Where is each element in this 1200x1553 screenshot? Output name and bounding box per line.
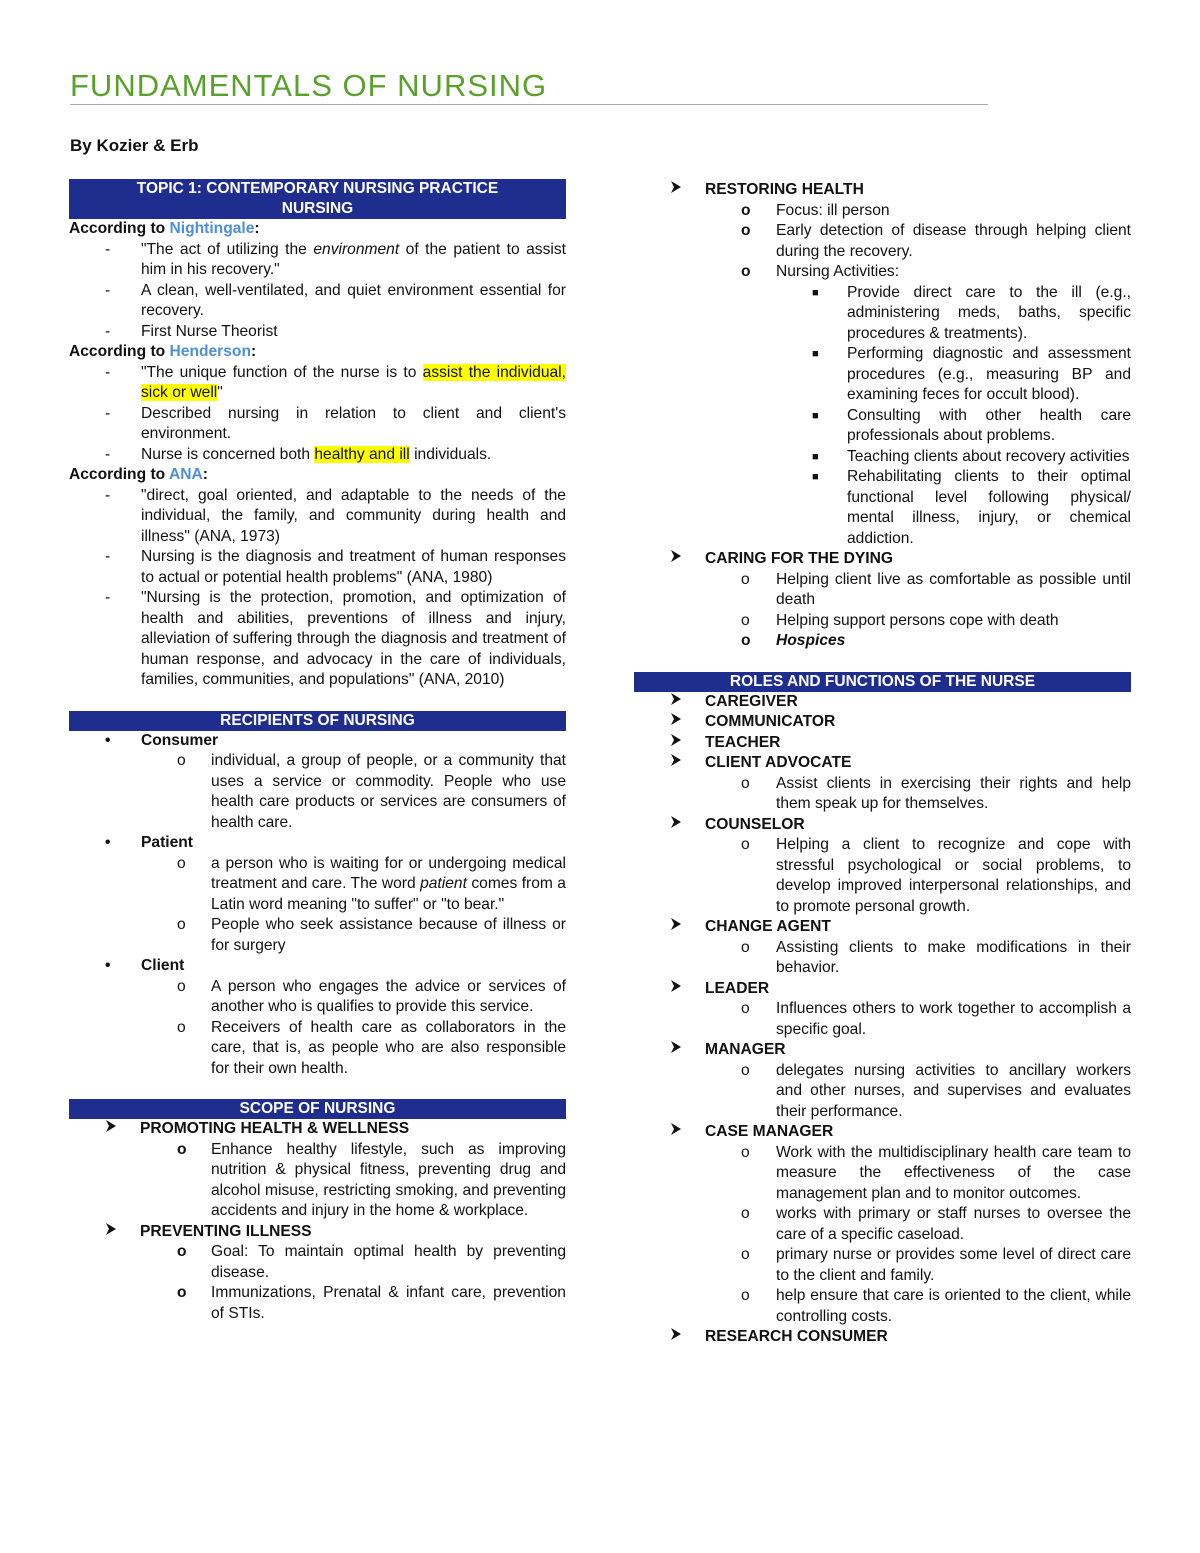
text: Helping client live as comfortable as possible until death — [776, 570, 1131, 608]
circle-marker: o — [741, 222, 751, 239]
list-item — [69, 404, 566, 445]
list-item — [69, 1222, 566, 1243]
title-underline — [70, 104, 988, 105]
term: COMMUNICATOR — [705, 713, 836, 730]
text: "The act of utilizing the — [141, 240, 307, 258]
list-item — [634, 979, 1131, 1000]
section-header-roles: ROLES AND FUNCTIONS OF THE NURSE — [634, 672, 1131, 692]
text: Assisting clients to make modifications in their behavior. — [776, 938, 1131, 976]
text: Receivers of health care as collaborators in the care, that is, as people who are also responsible for their own health. — [211, 1018, 566, 1077]
list-item — [69, 547, 566, 588]
circle-marker: o — [177, 1140, 187, 1158]
term: PROMOTING HEALTH & WELLNESS — [140, 1120, 410, 1137]
list-item — [634, 262, 1131, 283]
square-marker: ■ — [812, 450, 819, 463]
circle-marker: o — [741, 836, 750, 853]
dash-marker: - — [105, 240, 111, 258]
text: A person who engages the advice or services of another who is qualifies to provide this service. — [211, 977, 566, 1015]
list-item — [69, 322, 566, 343]
list-item — [634, 999, 1131, 1040]
section-header-scope: SCOPE OF NURSING — [69, 1099, 566, 1119]
circle-marker: o — [741, 263, 751, 280]
list-item — [634, 611, 1131, 632]
list-item — [634, 815, 1131, 836]
dash-marker: - — [105, 486, 111, 504]
list-item — [634, 835, 1131, 917]
according-to-ana: According to ANA: — [69, 466, 208, 483]
circle-marker: o — [741, 1205, 750, 1222]
circle-marker: o — [177, 977, 186, 995]
byline: By Kozier & Erb — [70, 136, 199, 155]
text: Nursing is the diagnosis and treatment of human responses to actual or potential health problems" (ANA, 1980) — [141, 548, 566, 586]
header-line: TOPIC 1: CONTEMPORARY NURSING PRACTICE — [136, 180, 499, 197]
square-marker: ■ — [812, 471, 819, 483]
dash-marker: - — [105, 404, 111, 422]
text: A clean, well-ventilated, and quiet environment essential for recovery. — [141, 281, 566, 319]
list-item — [69, 1283, 566, 1324]
list-item — [69, 240, 566, 281]
text: " — [217, 384, 223, 401]
theorist-name: ANA — [168, 466, 203, 483]
text: Nursing Activities: — [776, 263, 900, 280]
bullet-marker: • — [105, 957, 111, 974]
chevron-right-icon — [670, 550, 681, 562]
text: Rehabilitating clients to their optimal functional level following physical/ mental illness, injury, or chemical addiction. — [847, 468, 1131, 547]
text: First Nurse Theorist — [141, 322, 278, 340]
list-item — [634, 917, 1131, 938]
text: environment — [313, 240, 400, 258]
text: "direct, goal oriented, and adaptable to the needs of the individual, the family, and community during health and illness" (ANA, 1973) — [141, 486, 566, 545]
list-item — [634, 733, 1131, 754]
list-item — [634, 283, 1131, 345]
dash-marker: - — [105, 589, 111, 606]
circle-marker: o — [741, 1143, 750, 1161]
list-item — [634, 549, 1131, 570]
list-item — [634, 1245, 1131, 1286]
chevron-right-icon — [670, 754, 681, 766]
according-label: According to — [69, 466, 166, 483]
term: PREVENTING ILLNESS — [140, 1222, 312, 1240]
dash-marker: - — [105, 445, 111, 463]
list-item — [69, 1140, 566, 1222]
list-item — [634, 180, 1131, 201]
text: individuals. — [414, 445, 492, 463]
list-item — [69, 1018, 566, 1080]
list-item — [69, 854, 566, 916]
circle-marker: o — [741, 1246, 750, 1263]
text: Goal: To maintain optimal health by preventing disease. — [211, 1243, 566, 1281]
chevron-right-icon — [670, 181, 681, 193]
list-item — [634, 1040, 1131, 1061]
list-item — [69, 588, 566, 691]
chevron-right-icon — [670, 693, 681, 705]
right-column — [634, 180, 1131, 1348]
text: Described nursing in relation to client and client's environment. — [141, 404, 566, 442]
left-column — [69, 179, 566, 1324]
list-item — [69, 486, 566, 548]
term: CARING FOR THE DYING — [705, 550, 893, 567]
according-to-henderson: According to Henderson: — [69, 343, 257, 360]
list-item — [634, 1061, 1131, 1123]
text: Enhance healthy lifestyle, such as improving nutrition & physical fitness, preventing drug and alcohol misuse, restricting smoking, and preventing accidents and injury in the home & workplace. — [211, 1140, 566, 1219]
list-item — [634, 344, 1131, 406]
bullet-marker: • — [105, 731, 111, 749]
term: Client — [141, 957, 185, 974]
chevron-right-icon — [105, 1120, 116, 1132]
text: Provide direct care to the ill (e.g., administering meds, baths, specific procedures & treatments). — [847, 283, 1131, 342]
list-item — [69, 956, 566, 977]
list-item — [69, 833, 566, 854]
list-item — [634, 1327, 1131, 1348]
text: Nurse is concerned both — [141, 445, 311, 463]
circle-marker: o — [741, 774, 750, 792]
dash-marker: - — [105, 548, 111, 565]
theorist-name: Henderson — [169, 343, 251, 360]
text: works with primary or staff nurses to oversee the care of a specific caseload. — [776, 1205, 1131, 1243]
circle-marker: o — [741, 632, 751, 649]
list-item — [634, 447, 1131, 468]
term: Consumer — [141, 731, 219, 749]
term: COUNSELOR — [705, 815, 805, 833]
dash-marker: - — [105, 363, 111, 381]
square-marker: ■ — [812, 348, 819, 360]
list-item — [69, 1119, 566, 1140]
list-item — [634, 692, 1131, 713]
circle-marker: o — [741, 938, 750, 956]
dash-marker: - — [105, 322, 111, 340]
according-label: According to — [69, 220, 166, 237]
text: primary nurse or provides some level of direct care to the client and family. — [776, 1246, 1131, 1284]
list-item — [69, 977, 566, 1018]
term: CAREGIVER — [705, 692, 798, 710]
term: LEADER — [705, 979, 770, 997]
list-item — [634, 938, 1131, 979]
list-item — [634, 1143, 1131, 1205]
text: "The unique function of the nurse is to — [141, 363, 417, 381]
text: help ensure that care is oriented to the client, while controlling costs. — [776, 1287, 1131, 1325]
term: CHANGE AGENT — [705, 918, 831, 935]
text: delegates nursing activities to ancillary workers and other nurses, and supervises and evaluates their performance. — [776, 1061, 1131, 1120]
list-item — [634, 570, 1131, 611]
list-item — [69, 751, 566, 833]
term: CLIENT ADVOCATE — [705, 754, 852, 771]
list-item — [69, 445, 566, 466]
list-item — [69, 363, 566, 404]
highlight-text: healthy and ill — [314, 445, 410, 463]
chevron-right-icon — [670, 816, 681, 828]
text: Performing diagnostic and assessment procedures (e.g., measuring BP and examining feces for occult blood). — [847, 345, 1131, 403]
text: Consulting with other health care professionals about problems. — [847, 406, 1131, 444]
theorist-name: Nightingale — [169, 220, 255, 237]
circle-marker: o — [177, 1284, 187, 1301]
text: Teaching clients about recovery activities — [847, 447, 1130, 465]
text: Work with the multidisciplinary health care team to measure the effectiveness of the case management plan and to monitor outcomes. — [776, 1143, 1131, 1202]
list-item — [634, 1286, 1131, 1327]
dash-marker: - — [105, 281, 111, 299]
square-marker: ■ — [812, 409, 819, 422]
list-item — [69, 281, 566, 322]
list-item — [634, 467, 1131, 549]
term: RESTORING HEALTH — [705, 181, 864, 198]
bullet-marker: • — [105, 834, 111, 851]
circle-marker: o — [741, 1061, 750, 1079]
text: patient — [420, 875, 467, 892]
text: comes from a Latin word meaning "to suffer" or "to bear." — [211, 875, 566, 913]
text: "Nursing is the protection, promotion, and optimization of health and abilities, preventions of illness and injury, alleviation of suffering through the diagnosis and treatment of human response, and advocacy in the care of individuals, families, communities, and populations" (ANA, 2010) — [141, 589, 566, 688]
circle-marker: o — [177, 854, 186, 872]
list-item — [634, 712, 1131, 733]
circle-marker: o — [741, 611, 750, 629]
text: a person who is waiting for or undergoing medical treatment and care. The word — [211, 854, 566, 892]
text: Influences others to work together to accomplish a specific goal. — [776, 1000, 1131, 1038]
circle-marker: o — [741, 570, 750, 588]
chevron-right-icon — [670, 713, 681, 725]
text: Helping a client to recognize and cope with stressful psychological or social problems, to develop improved interpersonal relationships, and to promote personal growth. — [776, 836, 1131, 915]
text: Immunizations, Prenatal & infant care, prevention of STIs. — [211, 1284, 566, 1322]
circle-marker: o — [741, 1000, 750, 1017]
square-marker: ■ — [812, 286, 819, 299]
term: TEACHER — [705, 733, 781, 751]
circle-marker: o — [177, 1243, 187, 1260]
text: People who seek assistance because of illness or for surgery — [211, 916, 566, 954]
chevron-right-icon — [670, 1123, 681, 1135]
chevron-right-icon — [670, 918, 681, 930]
list-item — [634, 1122, 1131, 1143]
section-header-topic1 — [69, 179, 566, 219]
circle-marker: o — [177, 752, 186, 769]
text: Focus: ill person — [776, 201, 890, 219]
circle-marker: o — [177, 1018, 186, 1036]
term: Patient — [141, 834, 193, 851]
text: Early detection of disease through helping client during the recovery. — [776, 222, 1131, 260]
chevron-right-icon — [670, 1041, 681, 1053]
chevron-right-icon — [670, 734, 681, 746]
according-to-nightingale: According to Nightingale: — [69, 220, 260, 237]
circle-marker: o — [741, 201, 751, 219]
list-item — [69, 731, 566, 752]
section-header-recipients: RECIPIENTS OF NURSING — [69, 711, 566, 731]
chevron-right-icon — [670, 980, 681, 992]
highlight-text: assist the individual, sick or well — [141, 363, 566, 401]
text: of the patient to assist him in his recovery." — [141, 240, 566, 278]
chevron-right-icon — [105, 1223, 116, 1235]
term: RESEARCH CONSUMER — [705, 1328, 888, 1345]
chevron-right-icon — [670, 1328, 681, 1340]
list-item — [69, 1242, 566, 1283]
term: MANAGER — [705, 1041, 786, 1058]
term: CASE MANAGER — [705, 1123, 834, 1140]
list-item — [634, 201, 1131, 222]
document-title: FUNDAMENTALS OF NURSING — [70, 68, 548, 103]
list-item — [634, 406, 1131, 447]
circle-marker: o — [177, 916, 186, 933]
text: Hospices — [776, 632, 846, 649]
list-item — [634, 221, 1131, 262]
text: individual, a group of people, or a community that uses a service or commodity. People who use health care products or services are consumers of health care. — [211, 752, 566, 831]
list-item — [69, 915, 566, 956]
circle-marker: o — [741, 1287, 750, 1304]
header-line: NURSING — [281, 200, 354, 217]
list-item — [634, 631, 1131, 652]
according-label: According to — [69, 343, 166, 360]
list-item — [634, 774, 1131, 815]
text: Assist clients in exercising their rights and help them speak up for themselves. — [776, 774, 1131, 812]
list-item — [634, 753, 1131, 774]
list-item — [634, 1204, 1131, 1245]
text: Helping support persons cope with death — [776, 611, 1059, 629]
